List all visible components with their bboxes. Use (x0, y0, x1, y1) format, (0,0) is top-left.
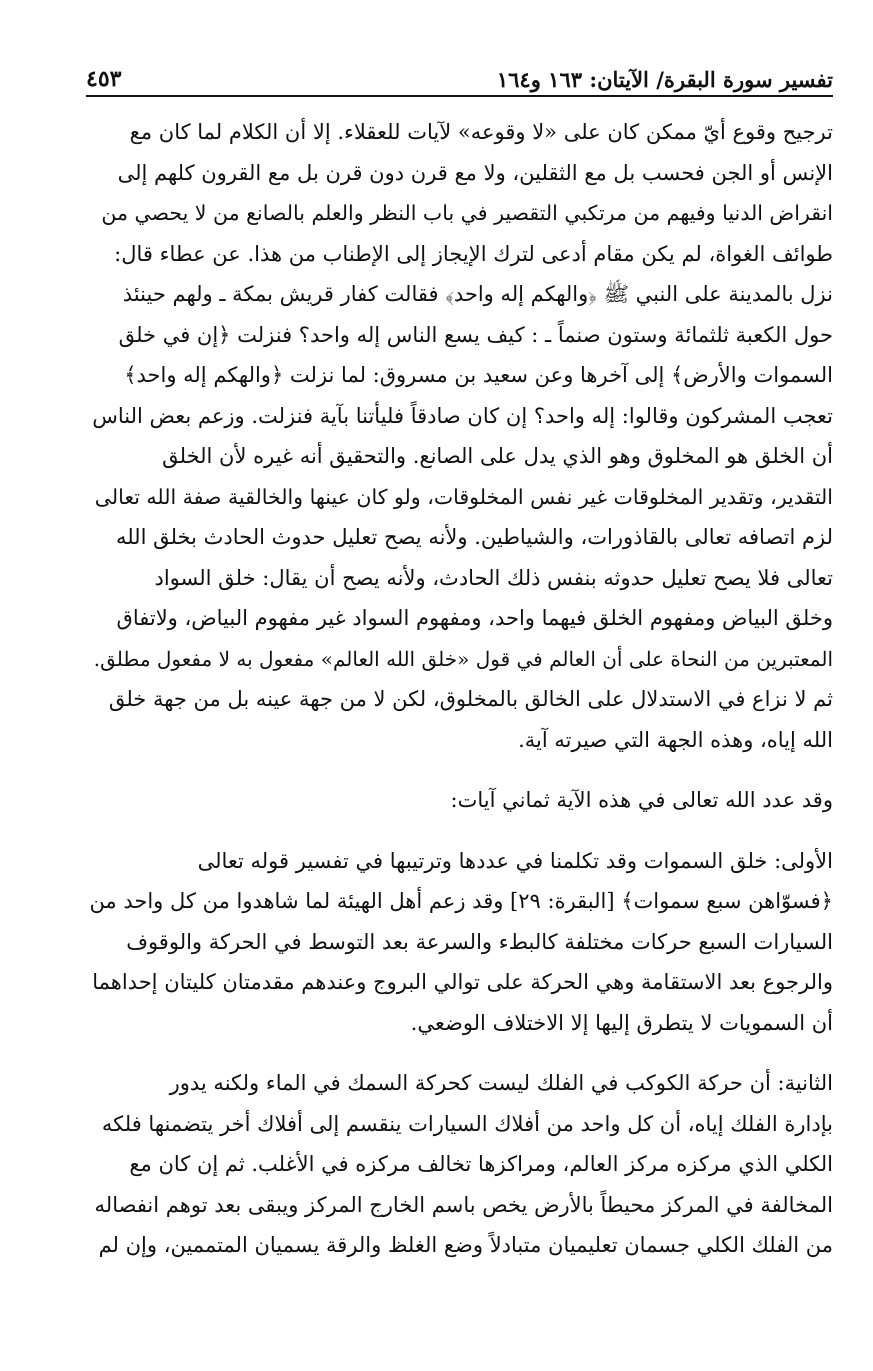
text-line: أن السمويات لا يتطرق إليها إلا الاختلاف الوضعي. (410, 1010, 833, 1035)
header-rule (86, 95, 833, 97)
text-line: حول الكعبة ثلثمائة وستون صنماً ـ : كيف يسع الناس إله واحد؟ فنزلت ﴿إن في خلق (118, 322, 833, 347)
paragraph-4 (86, 1063, 833, 1266)
text-line: انقراض الدنيا وفيهم من مرتكبي التقصير في باب النظر والعلم بالصانع من لا يحصي من (101, 201, 833, 225)
text-line: والرجوع بعد الاستقامة وهي الحركة على توالي البروج وعندهم مقدمتان كليتان إحداهما (92, 970, 833, 994)
text-line: نزل بالمدينة على النبي ﷺ ﴿والهكم إله واحد﴾ فقالت كفار قريش بمكة ـ ولهم حينئذ (122, 282, 833, 306)
page-header (86, 56, 833, 92)
text-line: وخلق البياض ومفهوم الخلق فيهما واحد، ومفهوم السواد غير مفهوم البياض، ولاتفاق (116, 606, 833, 630)
paragraph-2 (86, 780, 833, 821)
text-line: لزم اتصافه تعالى بالقاذورات، والشياطين. ولأنه يصح تعليل حدوث الحادث بخلق الله (115, 525, 833, 549)
text-line: أن الخلق هو المخلوق وهو الذي يدل على الصانع. والتحقيق أنه غيره لأن الخلق (162, 444, 833, 468)
text-line: ثم لا نزاع في الاستدلال على الخالق بالمخلوق، لكن لا من جهة عينه بل من جهة خلق (108, 687, 833, 711)
text-line: تعجب المشركون وقالوا: إله واحد؟ إن كان صادقاً فليأتنا بآية فنزلت. وزعم بعض الناس (92, 403, 833, 428)
text-line: السيارات السبع حركات مختلفة كالبطء والسرعة بعد التوسط في الحركة والوقوف (126, 929, 833, 954)
text-line: وقد عدد الله تعالى في هذه الآية ثماني آيات: (450, 788, 833, 812)
text-line: الإنس أو الجن فحسب بل مع الثقلين، ولا مع قرن دون قرن بل مع القرون كلهم إلى (117, 160, 833, 185)
page-body (86, 112, 833, 1266)
text-line: الكلي الذي مركزه مركز العالم، ومراكزها تخالف مركزه في الأغلب. ثم إن كان مع (129, 1152, 833, 1176)
text-line: ترجيح وقوع أيّ ممكن كان على «لا وقوعه» لآيات للعقلاء. إلا أن الكلام لما كان مع (129, 120, 833, 144)
paragraph-gap (86, 760, 833, 780)
text-line: الله إياه، وهذه الجهة التي صيرته آية. (518, 727, 833, 752)
text-line: المخالفة في المركز محيطاً بالأرض يخص باسم الخارج المركز ويبقى بعد توهم انفصاله (94, 1192, 833, 1217)
text-line: من الفلك الكلي جسمان تعليميان متبادلاً وضع الغلظ والرقة يسميان المتممين، وإن لم (98, 1233, 833, 1257)
running-title: تفسير سورة البقرة/ الآيتان: ١٦٣ و١٦٤ (496, 67, 833, 92)
text-line: التقدير، وتقدير المخلوقات غير نفس المخلوقات، ولو كان عينها والخالقية صفة الله تعالى (94, 484, 833, 509)
text-line: السموات والأرض﴾ إلى آخرها وعن سعيد بن مسروق: لما نزلت ﴿والهكم إله واحد﴾ (124, 363, 833, 387)
paragraph-gap (86, 821, 833, 841)
text-line: الثانية: أن حركة الكوكب في الفلك ليست كحركة السمك في الماء ولكنه يدور (169, 1071, 833, 1095)
text-line: بإدارة الفلك إياه، أن كل واحد من أفلاك السيارات ينقسم إلى أفلاك أخر يتضمنها فلكه (101, 1111, 833, 1136)
text-line: طوائف الغواة، لم يكن مقام أدعى لترك الإيجاز إلى الإطناب من هذا. عن عطاء قال: (114, 241, 833, 266)
paragraph-3 (86, 841, 833, 1044)
page-number: ٤٥٣ (86, 66, 122, 92)
paragraph-1 (86, 112, 833, 760)
text-line: الأولى: خلق السموات وقد تكلمنا في عددها وترتيبها في تفسير قوله تعالى (197, 848, 833, 873)
paragraph-gap (86, 1043, 833, 1063)
text-line: ﴿فسوّاهن سبع سموات﴾ [البقرة: ٢٩] وقد زعم أهل الهيئة لما شاهدوا من كل واحد من (89, 889, 833, 913)
text-line: المعتبرين من النحاة على أن العالم في قول «خلق الله العالم» مفعول به لا مفعول مطلق. (93, 646, 833, 671)
text-line: تعالى فلا يصح تعليل حدوثه بنفس ذلك الحادث، ولأنه يصح أن يقال: خلق السواد (154, 565, 833, 590)
